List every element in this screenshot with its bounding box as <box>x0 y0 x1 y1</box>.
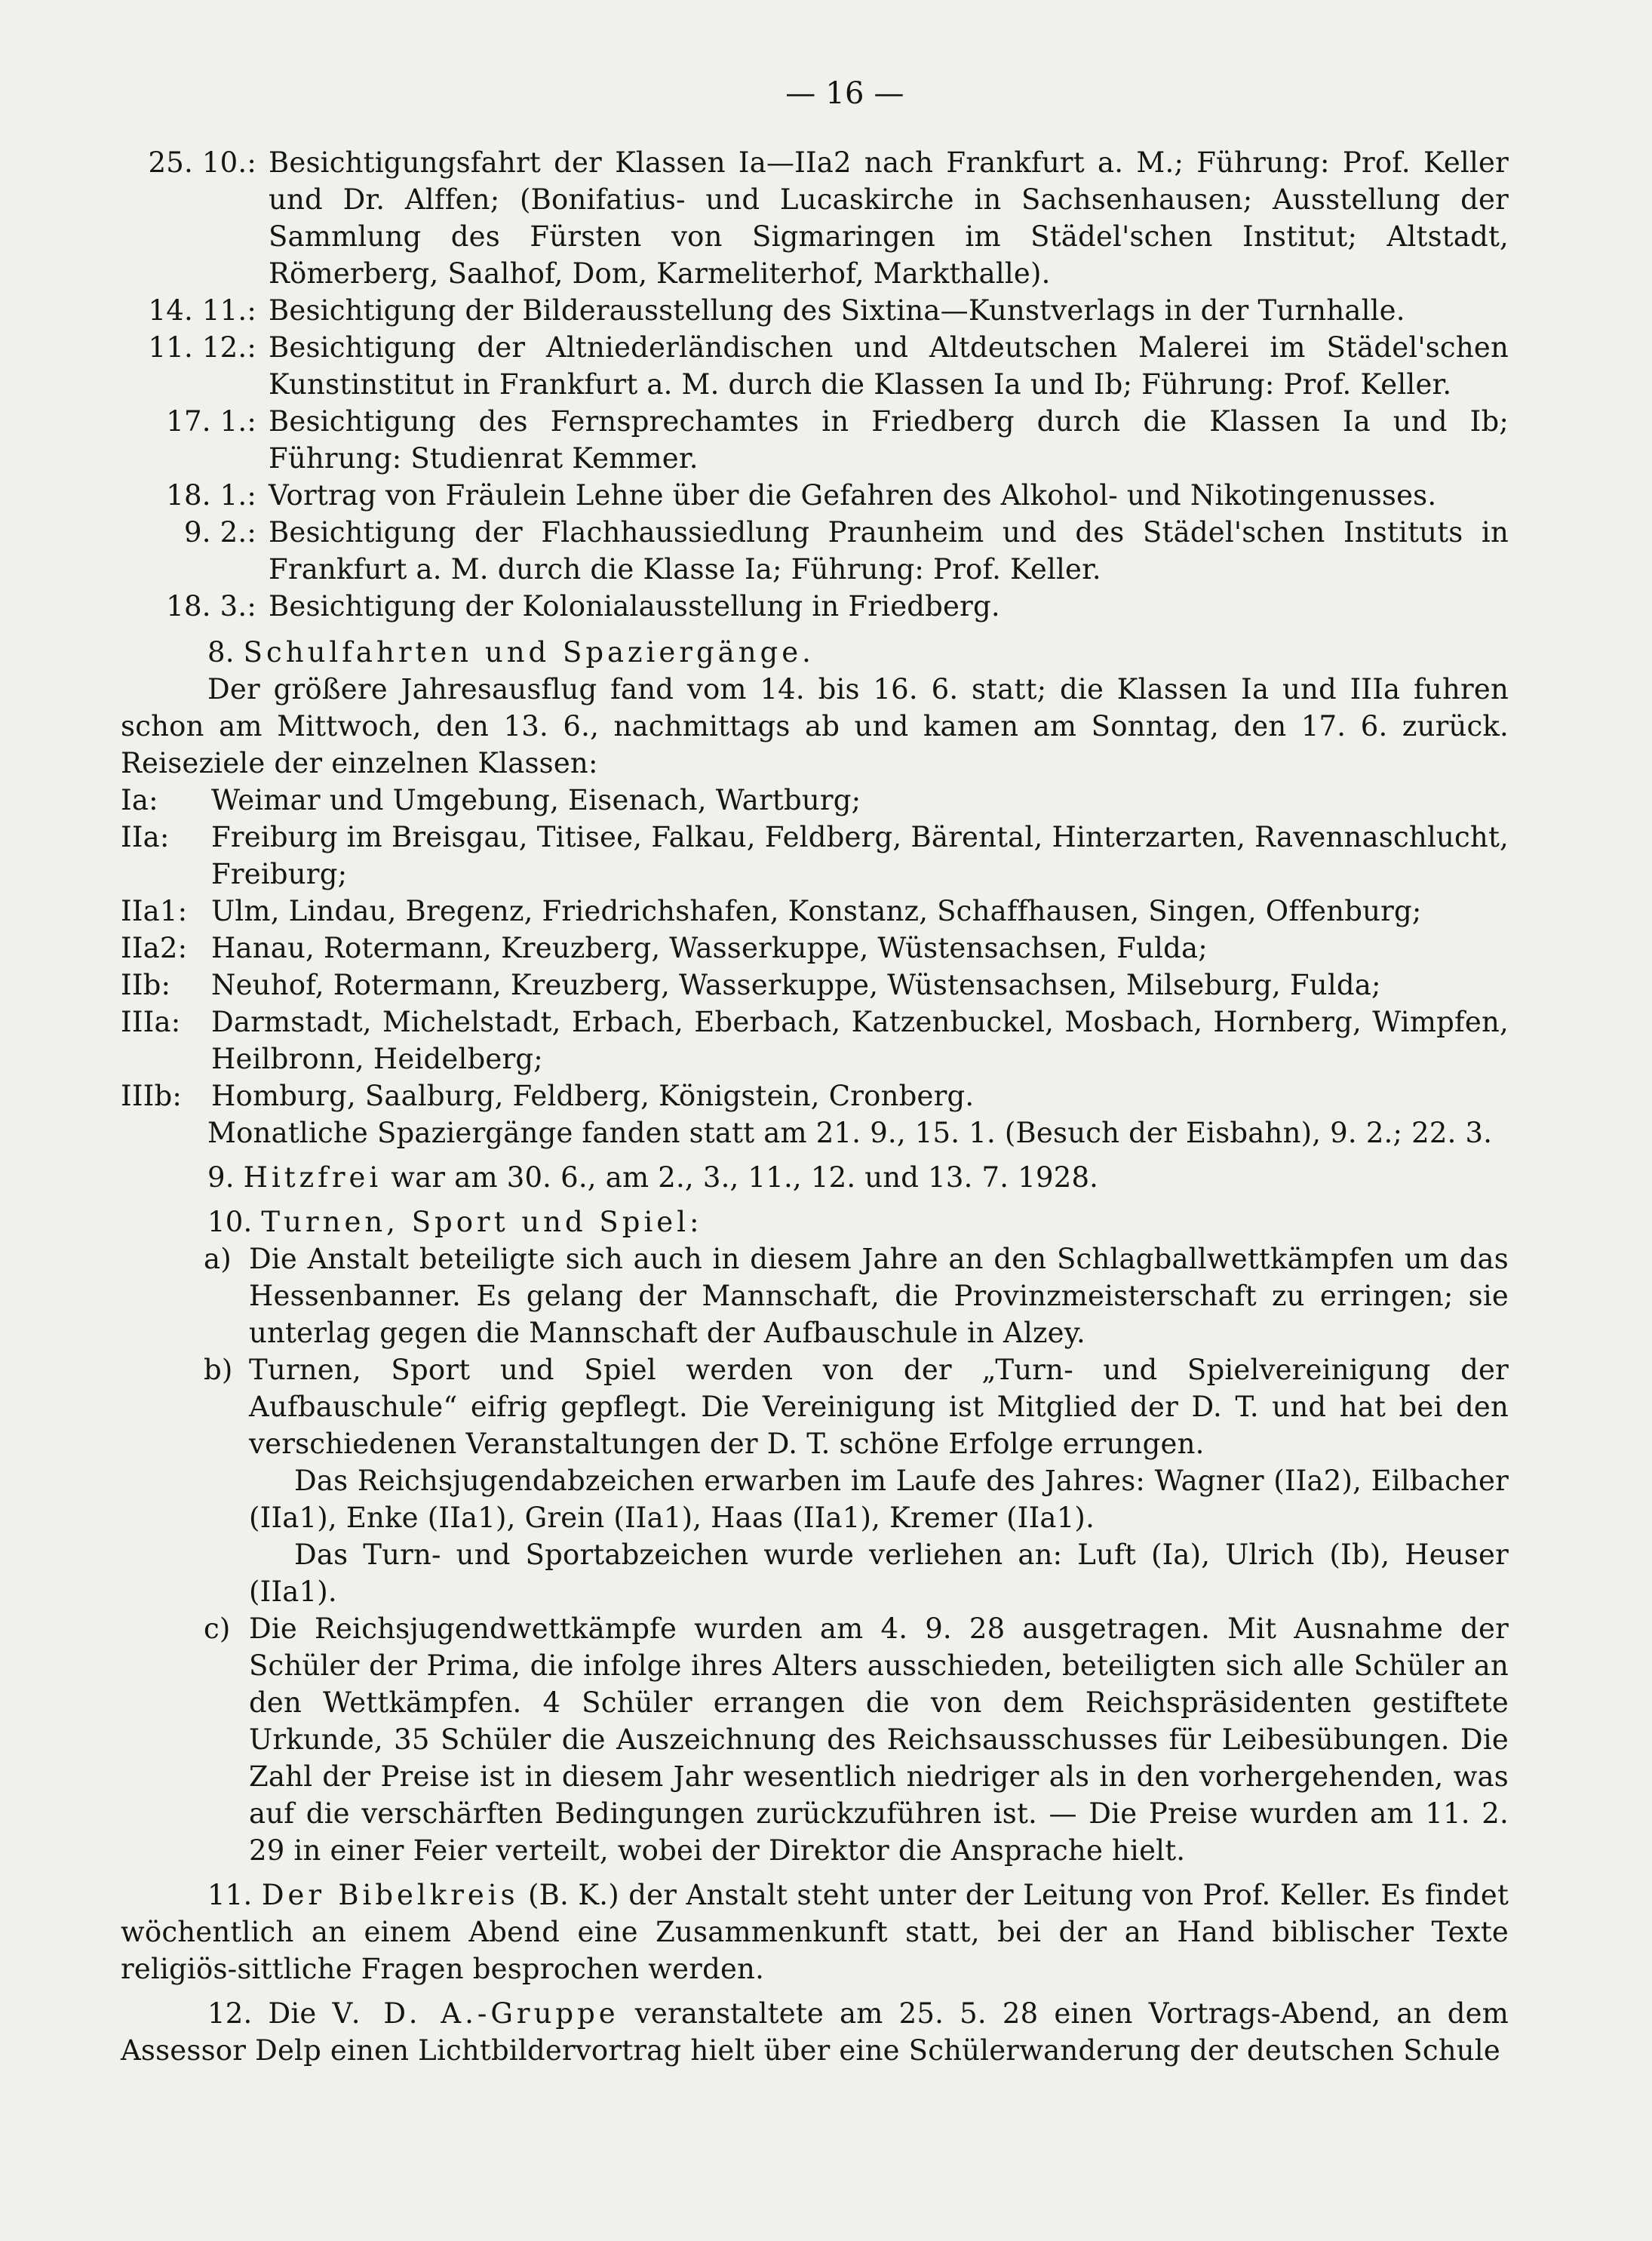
class-destinations-text: Darmstadt, Michelstadt, Erbach, Eberbach, Katzenbuckel, Mosbach, Hornberg, Wimpfen, Heilbronn, Heidelberg; <box>211 1006 1509 1075</box>
entry-date: 18. 1.: <box>166 479 256 512</box>
entry-text: Besichtigung der Altniederländischen und Altdeutschen Malerei im Städel'schen Kunstinstitut in Frankfurt a. M. durch die Klassen Ia und Ib; Führung: Prof. Keller. <box>269 331 1509 401</box>
class-destinations <box>121 782 1509 1114</box>
item-text: Die Anstalt beteiligte sich auch in diesem Jahre an den Schlagballwettkämpfen um das Hessenbanner. Es gelang der Mannschaft, die Provinzmeisterschaft zu erringen; sie unterlag gegen die Mannschaft der Aufbauschule in Alzey. <box>249 1243 1509 1349</box>
excursion-entry <box>121 292 1509 329</box>
class-label: Ia: <box>121 784 158 816</box>
class-destinations-text: Ulm, Lindau, Bregenz, Friedrichshafen, Konstanz, Schaffhausen, Singen, Offenburg; <box>211 895 1422 927</box>
section-number: 11. <box>207 1879 253 1911</box>
entry-text: Besichtigungsfahrt der Klassen Ia—IIa2 nach Frankfurt a. M.; Führung: Prof. Keller und Dr. Alffen; (Bonifatius- und Lucaskirche in Sachsenhausen; Ausstellung der Sammlung des Fürsten von Sigmaringen im Städel'schen Institut; Altstadt, Römerberg, Saalhof, Dom, Karmeliterhof, Markthalle). <box>269 146 1509 290</box>
entry-date: 25. 10.: <box>148 146 256 179</box>
excursion-entry <box>121 588 1509 625</box>
entry-text: Besichtigung der Flachhaussiedlung Praunheim und des Städel'schen Instituts in Frankfurt a. M. durch die Klasse Ia; Führung: Prof. Keller. <box>269 516 1509 586</box>
section-title: Hitzfrei <box>243 1161 382 1194</box>
class-destinations-text: Freiburg im Breisgau, Titisee, Falkau, Feldberg, Bärental, Hinterzarten, Ravennaschlucht, Freiburg; <box>211 821 1509 890</box>
class-destination-row <box>121 930 1509 967</box>
excursion-entry <box>121 329 1509 403</box>
entry-date: 18. 3.: <box>166 590 256 622</box>
excursion-list <box>121 144 1509 625</box>
section-10-item-a <box>121 1240 1509 1351</box>
item-label: b) <box>204 1354 233 1386</box>
class-destination-row <box>121 782 1509 819</box>
class-destination-row <box>121 1004 1509 1077</box>
entry-date: 9. 2.: <box>183 516 256 549</box>
monthly-walks: Monatliche Spaziergänge fanden statt am 21. 9., 15. 1. (Besuch der Eisbahn), 9. 2.; 22. 3. <box>207 1117 1493 1149</box>
section-text: (B. K.) der Anstalt steht unter der Leitung von Prof. Keller. Es findet wöchentlich an einem Abend eine Zusammenkunft statt, bei der an Hand biblischer Texte religiös-sittliche Fragen besprochen werden. <box>121 1879 1509 1985</box>
excursion-entry <box>121 144 1509 292</box>
item-text: Turnen, Sport und Spiel werden von der „Turn- und Spielvereinigung der Aufbauschule“ eifrig gepflegt. Die Vereinigung ist Mitglied der D. T. und hat bei den verschiedenen Veranstaltungen der D. T. schöne Erfolge errungen. <box>249 1354 1509 1460</box>
section-number: 10. <box>207 1206 253 1238</box>
excursion-entry <box>121 403 1509 477</box>
entry-date: 11. 12.: <box>148 331 256 364</box>
section-11 <box>121 1877 1509 1987</box>
class-label: IIIa: <box>121 1006 181 1038</box>
section-number: 12. <box>207 1997 253 2030</box>
item-label: a) <box>204 1243 232 1275</box>
class-label: IIIb: <box>121 1080 182 1112</box>
item-paragraph: Das Reichsjugendabzeichen erwarben im Laufe des Jahres: Wagner (IIa2), Eilbacher (IIa1), Enke (IIa1), Grein (IIa1), Haas (IIa1), Kremer (IIa1). <box>249 1465 1509 1534</box>
section-8 <box>121 634 1509 671</box>
section-number: 8. <box>207 636 235 669</box>
section-title: Schulfahrten und Spaziergänge. <box>243 636 815 669</box>
section-8-heading <box>207 634 1509 671</box>
excursion-entry <box>121 477 1509 514</box>
class-destinations-text: Weimar und Umgebung, Eisenach, Wartburg; <box>211 784 861 816</box>
section-number: 9. <box>207 1161 235 1194</box>
class-label: IIa1: <box>121 895 188 927</box>
class-destinations-text: Homburg, Saalburg, Feldberg, Königstein, Cronberg. <box>211 1080 975 1112</box>
entry-date: 17. 1.: <box>166 405 256 438</box>
excursion-entry <box>121 514 1509 588</box>
class-destination-row <box>121 967 1509 1004</box>
class-label: IIb: <box>121 969 171 1001</box>
entry-text: Besichtigung der Kolonialausstellung in Friedberg. <box>269 590 1000 622</box>
class-destinations-text: Hanau, Rotermann, Kreuzberg, Wasserkuppe, Wüstensachsen, Fulda; <box>211 932 1208 964</box>
section-title: V. D. A.-Gruppe <box>332 1997 619 2030</box>
class-destinations-text: Neuhof, Rotermann, Kreuzberg, Wasserkuppe, Wüstensachsen, Milseburg, Fulda; <box>211 969 1381 1001</box>
item-paragraph: Das Turn- und Sportabzeichen wurde verliehen an: Luft (Ia), Ulrich (Ib), Heuser (IIa1). <box>249 1539 1509 1608</box>
page-number: — 16 — <box>785 76 904 111</box>
section-10-item-b <box>121 1351 1509 1610</box>
section-pre: Die <box>268 1997 317 2030</box>
class-destination-row <box>121 893 1509 930</box>
section-title: Turnen, Sport und Spiel: <box>261 1206 703 1238</box>
entry-text: Besichtigung der Bilderausstellung des Sixtina—Kunstverlags in der Turnhalle. <box>269 294 1405 327</box>
entry-date: 14. 11.: <box>148 294 256 327</box>
section-text: war am 30. 6., am 2., 3., 11., 12. und 13. 7. 1928. <box>391 1161 1099 1194</box>
section-10-item-c <box>121 1610 1509 1869</box>
section-9 <box>121 1159 1509 1196</box>
class-label: IIa2: <box>121 932 188 964</box>
section-text: veranstaltete am 25. 5. 28 einen Vortrags-Abend, an dem Assessor Delp einen Lichtbildervortrag hielt über eine Schülerwanderung der deutschen Schule <box>121 1997 1509 2067</box>
class-destination-row <box>121 1077 1509 1114</box>
section-title: Der Bibelkreis <box>261 1879 519 1911</box>
section-10 <box>121 1204 1509 1240</box>
section-8-intro: Der größere Jahresausflug fand vom 14. bis 16. 6. statt; die Klassen Ia und IIIa fuhren schon am Mittwoch, den 13. 6., nachmittags ab und kamen am Sonntag, den 17. 6. zurück. Reiseziele der einzelnen Klassen: <box>121 673 1509 779</box>
class-label: IIa: <box>121 821 170 853</box>
section-12 <box>121 1995 1509 2069</box>
entry-text: Vortrag von Fräulein Lehne über die Gefahren des Alkohol- und Nikotingenusses. <box>269 479 1437 512</box>
entry-text: Besichtigung des Fernsprechamtes in Friedberg durch die Klassen Ia und Ib; Führung: Studienrat Kemmer. <box>269 405 1509 475</box>
class-destination-row <box>121 819 1509 893</box>
item-label: c) <box>204 1612 231 1645</box>
item-text: Die Reichsjugendwettkämpfe wurden am 4. 9. 28 ausgetragen. Mit Ausnahme der Schüler der Prima, die infolge ihres Alters ausschieden, beteiligten sich alle Schüler an den Wettkämpfen. 4 Schüler errangen die von dem Reichspräsidenten gestiftete Urkunde, 35 Schüler die Auszeichnung des Reichsausschusses für Leibesübungen. Die Zahl der Preise ist in diesem Jahr wesentlich niedriger als in den vorhergehenden, was auf die verschärften Bedingungen zurückzuführen ist. — Die Preise wurden am 11. 2. 29 in einer Feier verteilt, wobei der Direktor die Ansprache hielt. <box>249 1612 1509 1867</box>
